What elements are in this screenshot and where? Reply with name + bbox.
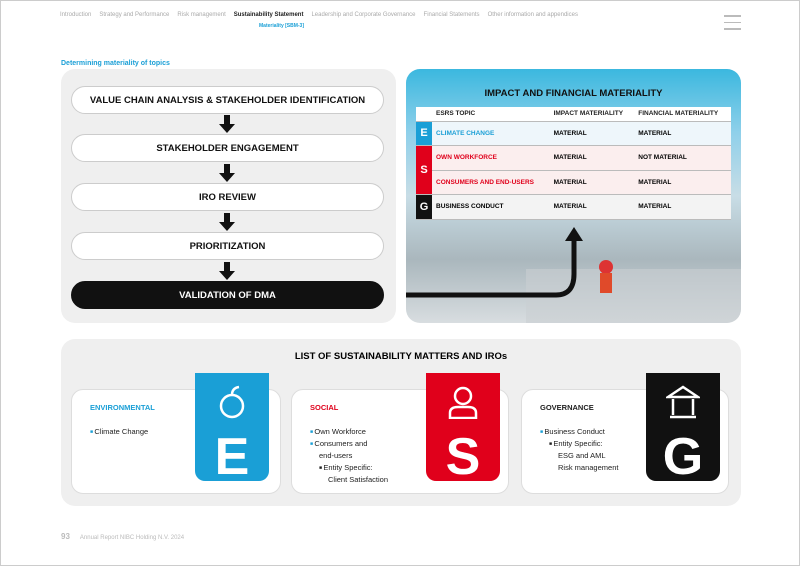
flow-step: STAKEHOLDER ENGAGEMENT — [71, 134, 384, 162]
footer-text: Annual Report NIBC Holding N.V. 2024 — [79, 535, 185, 541]
arrow-down-icon — [219, 262, 235, 280]
person-icon — [448, 385, 478, 419]
esrs-e-badge: E — [416, 121, 432, 146]
menu-icon[interactable] — [724, 15, 741, 35]
list-title: LIST OF SUSTAINABILITY MATTERS AND IROs — [294, 351, 508, 362]
list-item: ■ Climate Change — [90, 426, 148, 438]
card-title: GOVERNANCE — [540, 403, 594, 412]
apple-icon — [217, 385, 247, 419]
section-title: Determining materiality of topics — [61, 60, 170, 67]
arrow-down-icon — [219, 115, 235, 133]
materiality-panel — [406, 69, 741, 323]
list-item: ■ Entity Specific: — [540, 438, 618, 450]
top-nav — [60, 12, 578, 18]
nav-introduction[interactable]: Introduction — [60, 12, 92, 18]
list-item: end-users — [319, 451, 353, 461]
building-icon — [666, 385, 700, 419]
list-item: ■ Entity Specific: — [310, 462, 388, 474]
page-number: 93 — [61, 532, 70, 541]
governance-badge — [646, 373, 720, 486]
list-item: ESG and AML — [558, 451, 606, 461]
arrow-down-icon — [219, 213, 235, 231]
list-item: ■ Consumers and — [310, 438, 388, 450]
flow-step: PRIORITIZATION — [71, 232, 384, 260]
table-row: CONSUMERS AND END-USERS MATERIAL MATERIAL — [416, 170, 731, 195]
card-title: ENVIRONMENTAL — [90, 403, 155, 412]
flow-step: IRO REVIEW — [71, 183, 384, 211]
footer — [61, 532, 184, 541]
flow-step-validation: VALIDATION OF DMA — [71, 281, 384, 309]
list-item: Client Satisfaction — [328, 475, 389, 485]
badge-letter: S — [445, 428, 481, 486]
nav-sustainability[interactable]: Sustainability Statement — [233, 12, 304, 18]
nav-other[interactable]: Other information and appendices — [487, 12, 578, 18]
card-title: SOCIAL — [310, 403, 339, 412]
arrow-down-icon — [219, 164, 235, 182]
list-item: ■ Own Workforce — [310, 426, 388, 438]
dma-flow-panel — [61, 69, 396, 323]
table-row: S OWN WORKFORCE MATERIAL NOT MATERIAL — [416, 146, 731, 171]
nav-strategy[interactable]: Strategy and Performance — [99, 12, 170, 18]
list-item: Risk management — [558, 463, 619, 473]
col-header: ESRS TOPIC — [432, 107, 550, 121]
nav-subitem[interactable]: Materiality [SBM-3] — [259, 23, 305, 29]
table-row: G BUSINESS CONDUCT MATERIAL MATERIAL — [416, 195, 731, 220]
col-header: FINANCIAL MATERIALITY — [634, 107, 731, 121]
social-badge — [426, 373, 500, 486]
badge-letter: G — [662, 428, 704, 486]
list-item: ■ Business Conduct — [540, 426, 618, 438]
nav-financial[interactable]: Financial Statements — [423, 12, 480, 18]
sustainability-matters-panel — [61, 339, 741, 506]
environmental-badge — [195, 373, 269, 486]
flow-step: VALUE CHAIN ANALYSIS & STAKEHOLDER IDENTIFICATION — [71, 86, 384, 114]
nav-leadership[interactable]: Leadership and Corporate Governance — [311, 12, 416, 18]
esrs-g-badge: G — [416, 195, 432, 220]
col-header: IMPACT MATERIALITY — [550, 107, 635, 121]
esrs-s-badge: S — [416, 146, 432, 195]
materiality-table — [416, 107, 731, 220]
materiality-title: IMPACT AND FINANCIAL MATERIALITY — [484, 88, 663, 99]
table-row: E CLIMATE CHANGE MATERIAL MATERIAL — [416, 121, 731, 146]
nav-risk[interactable]: Risk management — [177, 12, 226, 18]
badge-letter: E — [214, 428, 250, 486]
